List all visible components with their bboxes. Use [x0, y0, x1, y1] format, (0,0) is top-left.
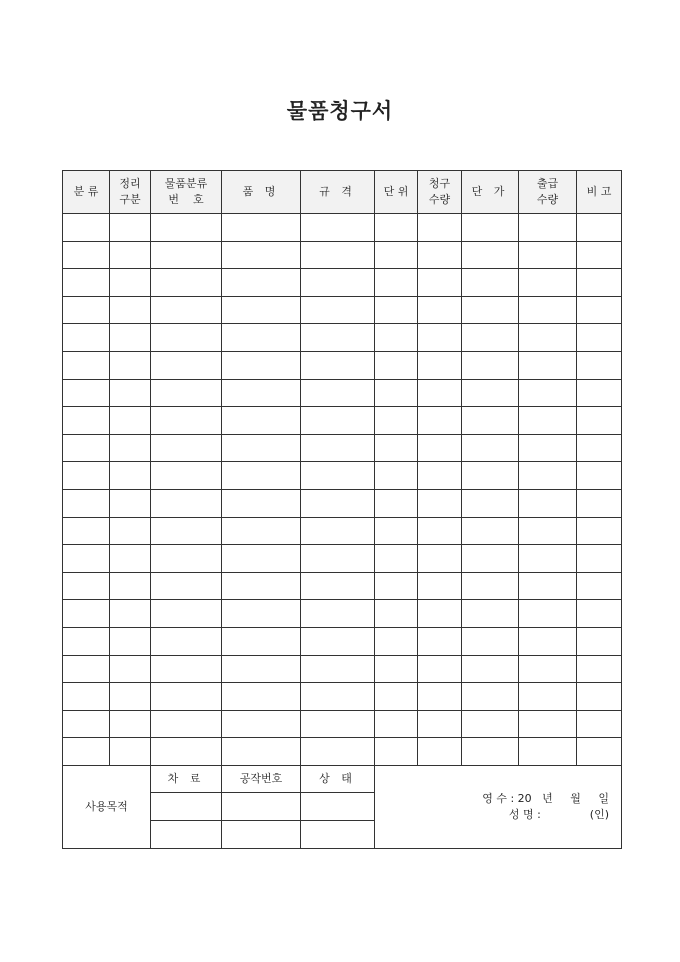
issue-qty-cell[interactable] [519, 351, 577, 379]
header-item-class-no [151, 171, 222, 214]
table-row [63, 517, 622, 545]
header-spec: 규 격 [301, 171, 375, 214]
spec-cell[interactable] [301, 572, 375, 600]
request-qty-cell[interactable] [418, 296, 462, 324]
arrangement-cell[interactable] [110, 269, 151, 297]
unit-cell[interactable] [375, 683, 418, 711]
item-name-cell[interactable] [222, 296, 301, 324]
table-row [63, 710, 622, 738]
issue-qty-cell[interactable] [519, 434, 577, 462]
header-item-class-line2: 번 호 [168, 193, 204, 206]
item-class-no-cell[interactable] [151, 517, 222, 545]
request-qty-cell[interactable] [418, 627, 462, 655]
request-qty-cell[interactable] [418, 655, 462, 683]
issue-qty-cell[interactable] [519, 545, 577, 573]
category-cell[interactable] [63, 462, 110, 490]
purpose-label: 사용목적 [63, 765, 151, 848]
page-title: 물품청구서 [286, 99, 394, 123]
remarks-cell[interactable] [577, 600, 622, 628]
header-issue-qty [519, 171, 577, 214]
item-class-no-cell[interactable] [151, 489, 222, 517]
item-name-cell[interactable] [222, 517, 301, 545]
item-name-cell[interactable] [222, 600, 301, 628]
arrangement-cell[interactable] [110, 351, 151, 379]
arrangement-cell[interactable] [110, 296, 151, 324]
spec-cell[interactable] [301, 379, 375, 407]
item-name-cell[interactable] [222, 269, 301, 297]
work-no-field[interactable] [222, 793, 301, 821]
issue-qty-cell[interactable] [519, 269, 577, 297]
unit-price-cell[interactable] [462, 379, 519, 407]
unit-cell[interactable] [375, 434, 418, 462]
arrangement-cell[interactable] [110, 738, 151, 766]
item-class-no-cell[interactable] [151, 269, 222, 297]
request-qty-cell[interactable] [418, 214, 462, 242]
request-qty-cell[interactable] [418, 738, 462, 766]
category-cell[interactable] [63, 241, 110, 269]
table-row [63, 545, 622, 573]
request-qty-cell[interactable] [418, 241, 462, 269]
table-row [63, 738, 622, 766]
request-qty-cell[interactable] [418, 545, 462, 573]
issue-qty-cell[interactable] [519, 214, 577, 242]
item-name-cell[interactable] [222, 407, 301, 435]
request-qty-cell[interactable] [418, 572, 462, 600]
unit-cell[interactable] [375, 241, 418, 269]
remarks-cell[interactable] [577, 214, 622, 242]
remarks-cell[interactable] [577, 462, 622, 490]
item-class-no-cell[interactable] [151, 379, 222, 407]
issue-qty-cell[interactable] [519, 683, 577, 711]
header-arrangement [110, 171, 151, 214]
unit-price-cell[interactable] [462, 710, 519, 738]
spec-cell[interactable] [301, 683, 375, 711]
unit-cell[interactable] [375, 269, 418, 297]
status-label: 상 태 [301, 765, 375, 793]
unit-price-cell[interactable] [462, 655, 519, 683]
header-arrangement-line2: 구분 [119, 193, 141, 206]
remarks-cell[interactable] [577, 517, 622, 545]
item-name-cell[interactable] [222, 572, 301, 600]
header-item-class-line1: 물품분류 [164, 177, 208, 190]
category-cell[interactable] [63, 296, 110, 324]
item-name-cell[interactable] [222, 738, 301, 766]
unit-price-cell[interactable] [462, 600, 519, 628]
unit-cell[interactable] [375, 517, 418, 545]
item-class-no-cell[interactable] [151, 572, 222, 600]
spec-cell[interactable] [301, 407, 375, 435]
issue-qty-cell[interactable] [519, 572, 577, 600]
category-cell[interactable] [63, 269, 110, 297]
unit-price-cell[interactable] [462, 545, 519, 573]
arrangement-cell[interactable] [110, 489, 151, 517]
issue-qty-cell[interactable] [519, 710, 577, 738]
header-row [63, 171, 622, 214]
table-row [63, 351, 622, 379]
unit-price-cell[interactable] [462, 351, 519, 379]
category-cell[interactable] [63, 351, 110, 379]
issue-qty-cell[interactable] [519, 489, 577, 517]
item-class-no-cell[interactable] [151, 241, 222, 269]
item-name-cell[interactable] [222, 462, 301, 490]
arrangement-cell[interactable] [110, 683, 151, 711]
category-cell[interactable] [63, 600, 110, 628]
table-row [63, 324, 622, 352]
arrangement-cell[interactable] [110, 324, 151, 352]
table-row [63, 407, 622, 435]
item-name-cell[interactable] [222, 545, 301, 573]
header-unit-price: 단 가 [462, 171, 519, 214]
spec-cell[interactable] [301, 655, 375, 683]
spec-cell[interactable] [301, 710, 375, 738]
unit-cell[interactable] [375, 462, 418, 490]
header-category: 분 류 [63, 171, 110, 214]
spec-cell[interactable] [301, 489, 375, 517]
unit-price-cell[interactable] [462, 269, 519, 297]
item-class-no-cell[interactable] [151, 545, 222, 573]
arrangement-cell[interactable] [110, 572, 151, 600]
arrangement-cell[interactable] [110, 600, 151, 628]
header-item-name: 품 명 [222, 171, 301, 214]
item-name-cell[interactable] [222, 683, 301, 711]
item-name-cell[interactable] [222, 324, 301, 352]
item-class-no-cell[interactable] [151, 324, 222, 352]
category-cell[interactable] [63, 738, 110, 766]
table-row [63, 296, 622, 324]
spec-cell[interactable] [301, 296, 375, 324]
item-name-cell[interactable] [222, 489, 301, 517]
table-row [63, 627, 622, 655]
unit-cell[interactable] [375, 710, 418, 738]
arrangement-cell[interactable] [110, 462, 151, 490]
table-row [63, 434, 622, 462]
receipt-certification [375, 765, 622, 848]
charge-field[interactable] [151, 793, 222, 821]
remarks-cell[interactable] [577, 351, 622, 379]
unit-price-cell[interactable] [462, 572, 519, 600]
header-arrangement-line1: 정리 [119, 177, 141, 190]
item-name-cell[interactable] [222, 351, 301, 379]
arrangement-cell[interactable] [110, 241, 151, 269]
category-cell[interactable] [63, 655, 110, 683]
request-qty-cell[interactable] [418, 379, 462, 407]
unit-cell[interactable] [375, 351, 418, 379]
request-qty-cell[interactable] [418, 269, 462, 297]
item-name-cell[interactable] [222, 655, 301, 683]
arrangement-cell[interactable] [110, 214, 151, 242]
unit-price-cell[interactable] [462, 517, 519, 545]
item-class-no-cell[interactable] [151, 407, 222, 435]
item-class-no-cell[interactable] [151, 655, 222, 683]
table-row [63, 572, 622, 600]
category-cell[interactable] [63, 572, 110, 600]
issue-qty-cell[interactable] [519, 655, 577, 683]
spec-cell[interactable] [301, 517, 375, 545]
unit-cell[interactable] [375, 655, 418, 683]
unit-price-cell[interactable] [462, 407, 519, 435]
unit-price-cell[interactable] [462, 214, 519, 242]
arrangement-cell[interactable] [110, 545, 151, 573]
unit-cell[interactable] [375, 489, 418, 517]
unit-price-cell[interactable] [462, 489, 519, 517]
item-class-no-cell[interactable] [151, 627, 222, 655]
item-class-no-cell[interactable] [151, 351, 222, 379]
status-field[interactable] [301, 793, 375, 821]
item-class-no-cell[interactable] [151, 738, 222, 766]
unit-price-cell[interactable] [462, 241, 519, 269]
header-unit: 단 위 [375, 171, 418, 214]
item-name-cell[interactable] [222, 214, 301, 242]
status-field[interactable] [301, 821, 375, 849]
category-cell[interactable] [63, 710, 110, 738]
unit-price-cell[interactable] [462, 627, 519, 655]
issue-qty-cell[interactable] [519, 379, 577, 407]
request-qty-cell[interactable] [418, 407, 462, 435]
work-no-label: 공작번호 [222, 765, 301, 793]
category-cell[interactable] [63, 545, 110, 573]
request-form-table [62, 170, 622, 849]
remarks-cell[interactable] [577, 296, 622, 324]
header-request-qty-line2: 수량 [428, 193, 451, 206]
spec-cell[interactable] [301, 462, 375, 490]
spec-cell[interactable] [301, 738, 375, 766]
unit-price-cell[interactable] [462, 296, 519, 324]
spec-cell[interactable] [301, 241, 375, 269]
table-row [63, 462, 622, 490]
remarks-cell[interactable] [577, 241, 622, 269]
item-name-cell[interactable] [222, 710, 301, 738]
remarks-cell[interactable] [577, 655, 622, 683]
unit-cell[interactable] [375, 545, 418, 573]
issue-qty-cell[interactable] [519, 600, 577, 628]
arrangement-cell[interactable] [110, 517, 151, 545]
unit-price-cell[interactable] [462, 324, 519, 352]
issue-qty-cell[interactable] [519, 738, 577, 766]
remarks-cell[interactable] [577, 269, 622, 297]
category-cell[interactable] [63, 627, 110, 655]
unit-cell[interactable] [375, 407, 418, 435]
remarks-cell[interactable] [577, 407, 622, 435]
table-row [63, 489, 622, 517]
item-class-no-cell[interactable] [151, 710, 222, 738]
request-qty-cell[interactable] [418, 462, 462, 490]
item-class-no-cell[interactable] [151, 683, 222, 711]
category-cell[interactable] [63, 214, 110, 242]
request-qty-cell[interactable] [418, 683, 462, 711]
remarks-cell[interactable] [577, 710, 622, 738]
request-qty-cell[interactable] [418, 710, 462, 738]
category-cell[interactable] [63, 683, 110, 711]
issue-qty-cell[interactable] [519, 324, 577, 352]
issue-qty-cell[interactable] [519, 462, 577, 490]
category-cell[interactable] [63, 379, 110, 407]
issue-qty-cell[interactable] [519, 407, 577, 435]
request-qty-cell[interactable] [418, 351, 462, 379]
table-row [63, 600, 622, 628]
remarks-cell[interactable] [577, 489, 622, 517]
arrangement-cell[interactable] [110, 710, 151, 738]
unit-cell[interactable] [375, 324, 418, 352]
arrangement-cell[interactable] [110, 379, 151, 407]
issue-qty-cell[interactable] [519, 517, 577, 545]
issue-qty-cell[interactable] [519, 241, 577, 269]
unit-price-cell[interactable] [462, 683, 519, 711]
request-qty-cell[interactable] [418, 324, 462, 352]
request-qty-cell[interactable] [418, 600, 462, 628]
receipt-date-line: 영 수 : 20 년 월 일 [482, 791, 609, 805]
spec-cell[interactable] [301, 269, 375, 297]
unit-cell[interactable] [375, 379, 418, 407]
remarks-cell[interactable] [577, 738, 622, 766]
table-row [63, 214, 622, 242]
unit-cell[interactable] [375, 627, 418, 655]
charge-field[interactable] [151, 821, 222, 849]
unit-cell[interactable] [375, 572, 418, 600]
unit-cell[interactable] [375, 214, 418, 242]
issue-qty-cell[interactable] [519, 627, 577, 655]
issue-qty-cell[interactable] [519, 296, 577, 324]
spec-cell[interactable] [301, 600, 375, 628]
header-remarks: 비 고 [577, 171, 622, 214]
table-row [63, 241, 622, 269]
item-name-cell[interactable] [222, 379, 301, 407]
request-qty-cell[interactable] [418, 489, 462, 517]
item-name-cell[interactable] [222, 434, 301, 462]
item-class-no-cell[interactable] [151, 214, 222, 242]
request-qty-cell[interactable] [418, 517, 462, 545]
category-cell[interactable] [63, 489, 110, 517]
table-row [63, 269, 622, 297]
spec-cell[interactable] [301, 214, 375, 242]
table-row [63, 379, 622, 407]
unit-price-cell[interactable] [462, 462, 519, 490]
work-no-field[interactable] [222, 821, 301, 849]
arrangement-cell[interactable] [110, 655, 151, 683]
arrangement-cell[interactable] [110, 434, 151, 462]
item-class-no-cell[interactable] [151, 434, 222, 462]
item-class-no-cell[interactable] [151, 462, 222, 490]
spec-cell[interactable] [301, 545, 375, 573]
category-cell[interactable] [63, 434, 110, 462]
remarks-cell[interactable] [577, 683, 622, 711]
category-cell[interactable] [63, 407, 110, 435]
remarks-cell[interactable] [577, 379, 622, 407]
signature-line: 성 명 : (인) [508, 807, 609, 821]
charge-label: 차 료 [151, 765, 222, 793]
table-row [63, 683, 622, 711]
request-qty-cell[interactable] [418, 434, 462, 462]
item-name-cell[interactable] [222, 241, 301, 269]
unit-price-cell[interactable] [462, 738, 519, 766]
category-cell[interactable] [63, 517, 110, 545]
arrangement-cell[interactable] [110, 627, 151, 655]
unit-cell[interactable] [375, 296, 418, 324]
spec-cell[interactable] [301, 434, 375, 462]
remarks-cell[interactable] [577, 627, 622, 655]
unit-cell[interactable] [375, 600, 418, 628]
spec-cell[interactable] [301, 324, 375, 352]
spec-cell[interactable] [301, 351, 375, 379]
unit-cell[interactable] [375, 738, 418, 766]
unit-price-cell[interactable] [462, 434, 519, 462]
header-request-qty [418, 171, 462, 214]
header-issue-qty-line2: 수량 [536, 193, 559, 206]
arrangement-cell[interactable] [110, 407, 151, 435]
item-rows [63, 214, 622, 766]
remarks-cell[interactable] [577, 545, 622, 573]
item-class-no-cell[interactable] [151, 600, 222, 628]
item-class-no-cell[interactable] [151, 296, 222, 324]
header-issue-qty-line1: 출급 [536, 177, 559, 190]
remarks-cell[interactable] [577, 572, 622, 600]
category-cell[interactable] [63, 324, 110, 352]
remarks-cell[interactable] [577, 324, 622, 352]
footer-row-1 [63, 765, 622, 793]
header-request-qty-line1: 청구 [428, 177, 451, 190]
remarks-cell[interactable] [577, 434, 622, 462]
item-name-cell[interactable] [222, 627, 301, 655]
spec-cell[interactable] [301, 627, 375, 655]
table-row [63, 655, 622, 683]
